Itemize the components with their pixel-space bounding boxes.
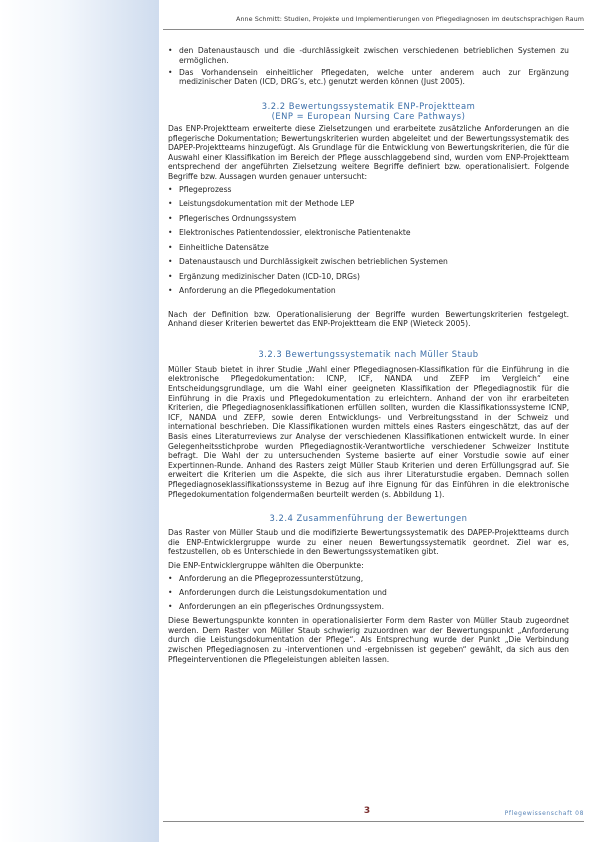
header-divider	[163, 29, 584, 30]
paragraph: Das Raster von Müller Staub und die modifizierte Bewertungssystematik des DAPEP-Projektteams durch die ENP-Entwicklergruppe wurde zu einer neuen Bewertungssystematik geordnet. Ziel war es, festzustellen, ob es Unterschiede in den Bewertungssystematiken gibt.	[168, 528, 569, 557]
list-item: • Ergänzung medizinischer Daten (ICD-10, DRGs)	[168, 271, 360, 281]
publication-name: Pflegewissenschaft 08	[504, 810, 584, 817]
bullet-icon: •	[168, 601, 173, 611]
bullet-icon: •	[168, 573, 173, 583]
bullet-icon: •	[168, 587, 173, 597]
side-gradient-band	[0, 0, 159, 842]
page-number: 3	[363, 806, 371, 816]
paragraph: Nach der Definition bzw. Operationalisierung der Begriffe wurden Bewertungskriterien festgelegt. Anhand dieser Kriterien bewertet das ENP-Projektteam die ENP (Wieteck 2005).	[168, 309, 569, 329]
list-item: • Anforderungen durch die Leistungsdokumentation und	[168, 587, 387, 597]
bullet-list-criteria	[168, 574, 569, 612]
section-subheading-enp: (ENP = European Nursing Care Pathways)	[271, 110, 466, 121]
list-item: • Anforderung an die Pflegeprozessunterstützung,	[168, 573, 364, 583]
bullet-icon: •	[168, 199, 173, 209]
paragraph: Das ENP-Projektteam erweiterte diese Zielsetzungen und erarbeitete zusätzliche Anforderungen an die pflegerische Dokumentation; Bewertungskriterien wurden abgeleitet und der Bewertungssystematik des DAPEP-Projektteams hinzugefügt. Als Grundlage für die Entwicklung von Bewertungskriterien, die für die Auswahl einer Klassifikation im Bereich der Pflege ausschlaggebend sind, wurden vom ENP-Projektteam entsprechend der angeführten Zielsetzung weitere Begriffe definiert bzw. operationalisiert. Folgende Begriffe bzw. Aussagen wurden genauer untersucht:	[168, 123, 569, 181]
bullet-icon: •	[168, 185, 173, 195]
bullet-list-concepts	[168, 185, 569, 296]
section-heading-3-2-2: 3.2.2 Bewertungssystematik ENP-Projektteam	[261, 100, 476, 111]
bullet-icon: •	[168, 271, 173, 281]
list-item: • Leistungsdokumentation mit der Methode LEP	[168, 199, 355, 209]
section-heading-3-2-3: 3.2.3 Bewertungssystematik nach Müller Staub	[258, 348, 479, 359]
list-item: • Anforderungen an ein pflegerisches Ordnungssystem.	[168, 601, 385, 611]
list-item: • Datenaustausch und Durchlässigkeit zwischen betrieblichen Systemen	[168, 257, 448, 267]
bullet-icon: •	[168, 46, 173, 55]
page-content	[168, 46, 569, 664]
list-item: • Anforderung an die Pflegedokumentation	[168, 286, 336, 296]
bullet-icon: •	[168, 213, 173, 223]
list-item: • den Datenaustausch und die -durchlässigkeit zwischen verschiedenen betrieblichen Systemen zu ermöglichen.	[168, 46, 569, 65]
list-item: • Das Vorhandensein einheitlicher Pflegedaten, welche unter anderem auch zur Ergänzung medizinischer Daten (ICD, DRG’s, etc.) genutzt werden können (Just 2005).	[168, 67, 569, 87]
bullet-icon: •	[168, 228, 173, 238]
bullet-icon: •	[168, 257, 173, 267]
bullet-icon: •	[168, 286, 173, 296]
list-item: • Pflegeprozess	[168, 185, 232, 195]
running-header: Anne Schmitt: Studien, Projekte und Implementierungen von Pflegediagnosen im deutschsprachigen Raum	[236, 15, 584, 23]
paragraph: Diese Bewertungspunkte konnten in operationalisierter Form dem Raster von Müller Staub zugeordnet werden. Dem Raster von Müller Staub schwierig zuzuordnen war der Bewertungspunkt „Anforderung durch die Leistungsdokumentation der Pflege“. Als Entsprechung wurde der Punkt „Die Verbindung zwischen Pflegediagnosen zu -interventionen und -ergebnissen ist gegeben“ gewählt, da sich aus den Pflegeinterventionen die Pflegeleistungen ableiten lassen.	[168, 616, 569, 664]
paragraph: Die ENP-Entwicklergruppe wählten die Oberpunkte:	[168, 560, 364, 570]
bullet-list-top	[168, 46, 569, 87]
bullet-icon: •	[168, 242, 173, 252]
list-item: • Pflegerisches Ordnungssystem	[168, 213, 297, 223]
list-item: • Elektronisches Patientendossier, elektronische Patientenakte	[168, 228, 411, 238]
footer-divider	[163, 821, 584, 822]
list-item: • Einheitliche Datensätze	[168, 242, 269, 252]
paragraph: Müller Staub bietet in ihrer Studie „Wahl einer Pflegediagnosen-Klassifikation für die Einführung in die elektronische Pflegedokumentation: ICNP, ICF, NANDA und ZEFP im Vergleich“ eine Entscheidungsgrundlage, um die Wahl einer geeigneten Klassifikation der Pflegediagnostik für die Einführung in die Praxis und Pflegedokumentation zu erleichtern. Anhand der von ihr erarbeiteten Kriterien, die Pflegediagnosenklassifikationen erfüllen sollten, wurden die Klassifikationssysteme ICNP, ICF, NANDA und ZEFP, sowie deren Entwicklungs- und Verbreitungsstand in der Schweiz und international beschrieben. Die Klassifikationen wurden mittels eines Rasters eingeschätzt, das auf der Basis eines Literaturreviews zur Analyse der verschiedenen Klassifikationen entwickelt wurde. In einer Gelegenheitsstichprobe wurden Pflegediagnostik-Verantwortliche verschiedener Schweizer Institute befragt. Die Wahl der zu untersuchenden Systeme basierte auf einer Vorstudie sowie auf einer Expertinnen-Runde. Anhand des Rasters zeigt Müller Staub Kriterien und deren Erfüllungsgrad auf. Sie erweitert die Kriterien um die Aspekte, die sich aus ihrer Literaturstudie ergaben. Demnach sollen Pflegediagnoseklassifikationssysteme in Bezug auf ihre Eignung für das Einführen in die elektronische Pflegedokumentation folgendermaßen beurteilt werden (s. Abbildung 1).	[168, 364, 569, 499]
bullet-icon: •	[168, 67, 173, 77]
section-heading-3-2-4: 3.2.4 Zusammenführung der Bewertungen	[269, 513, 468, 524]
